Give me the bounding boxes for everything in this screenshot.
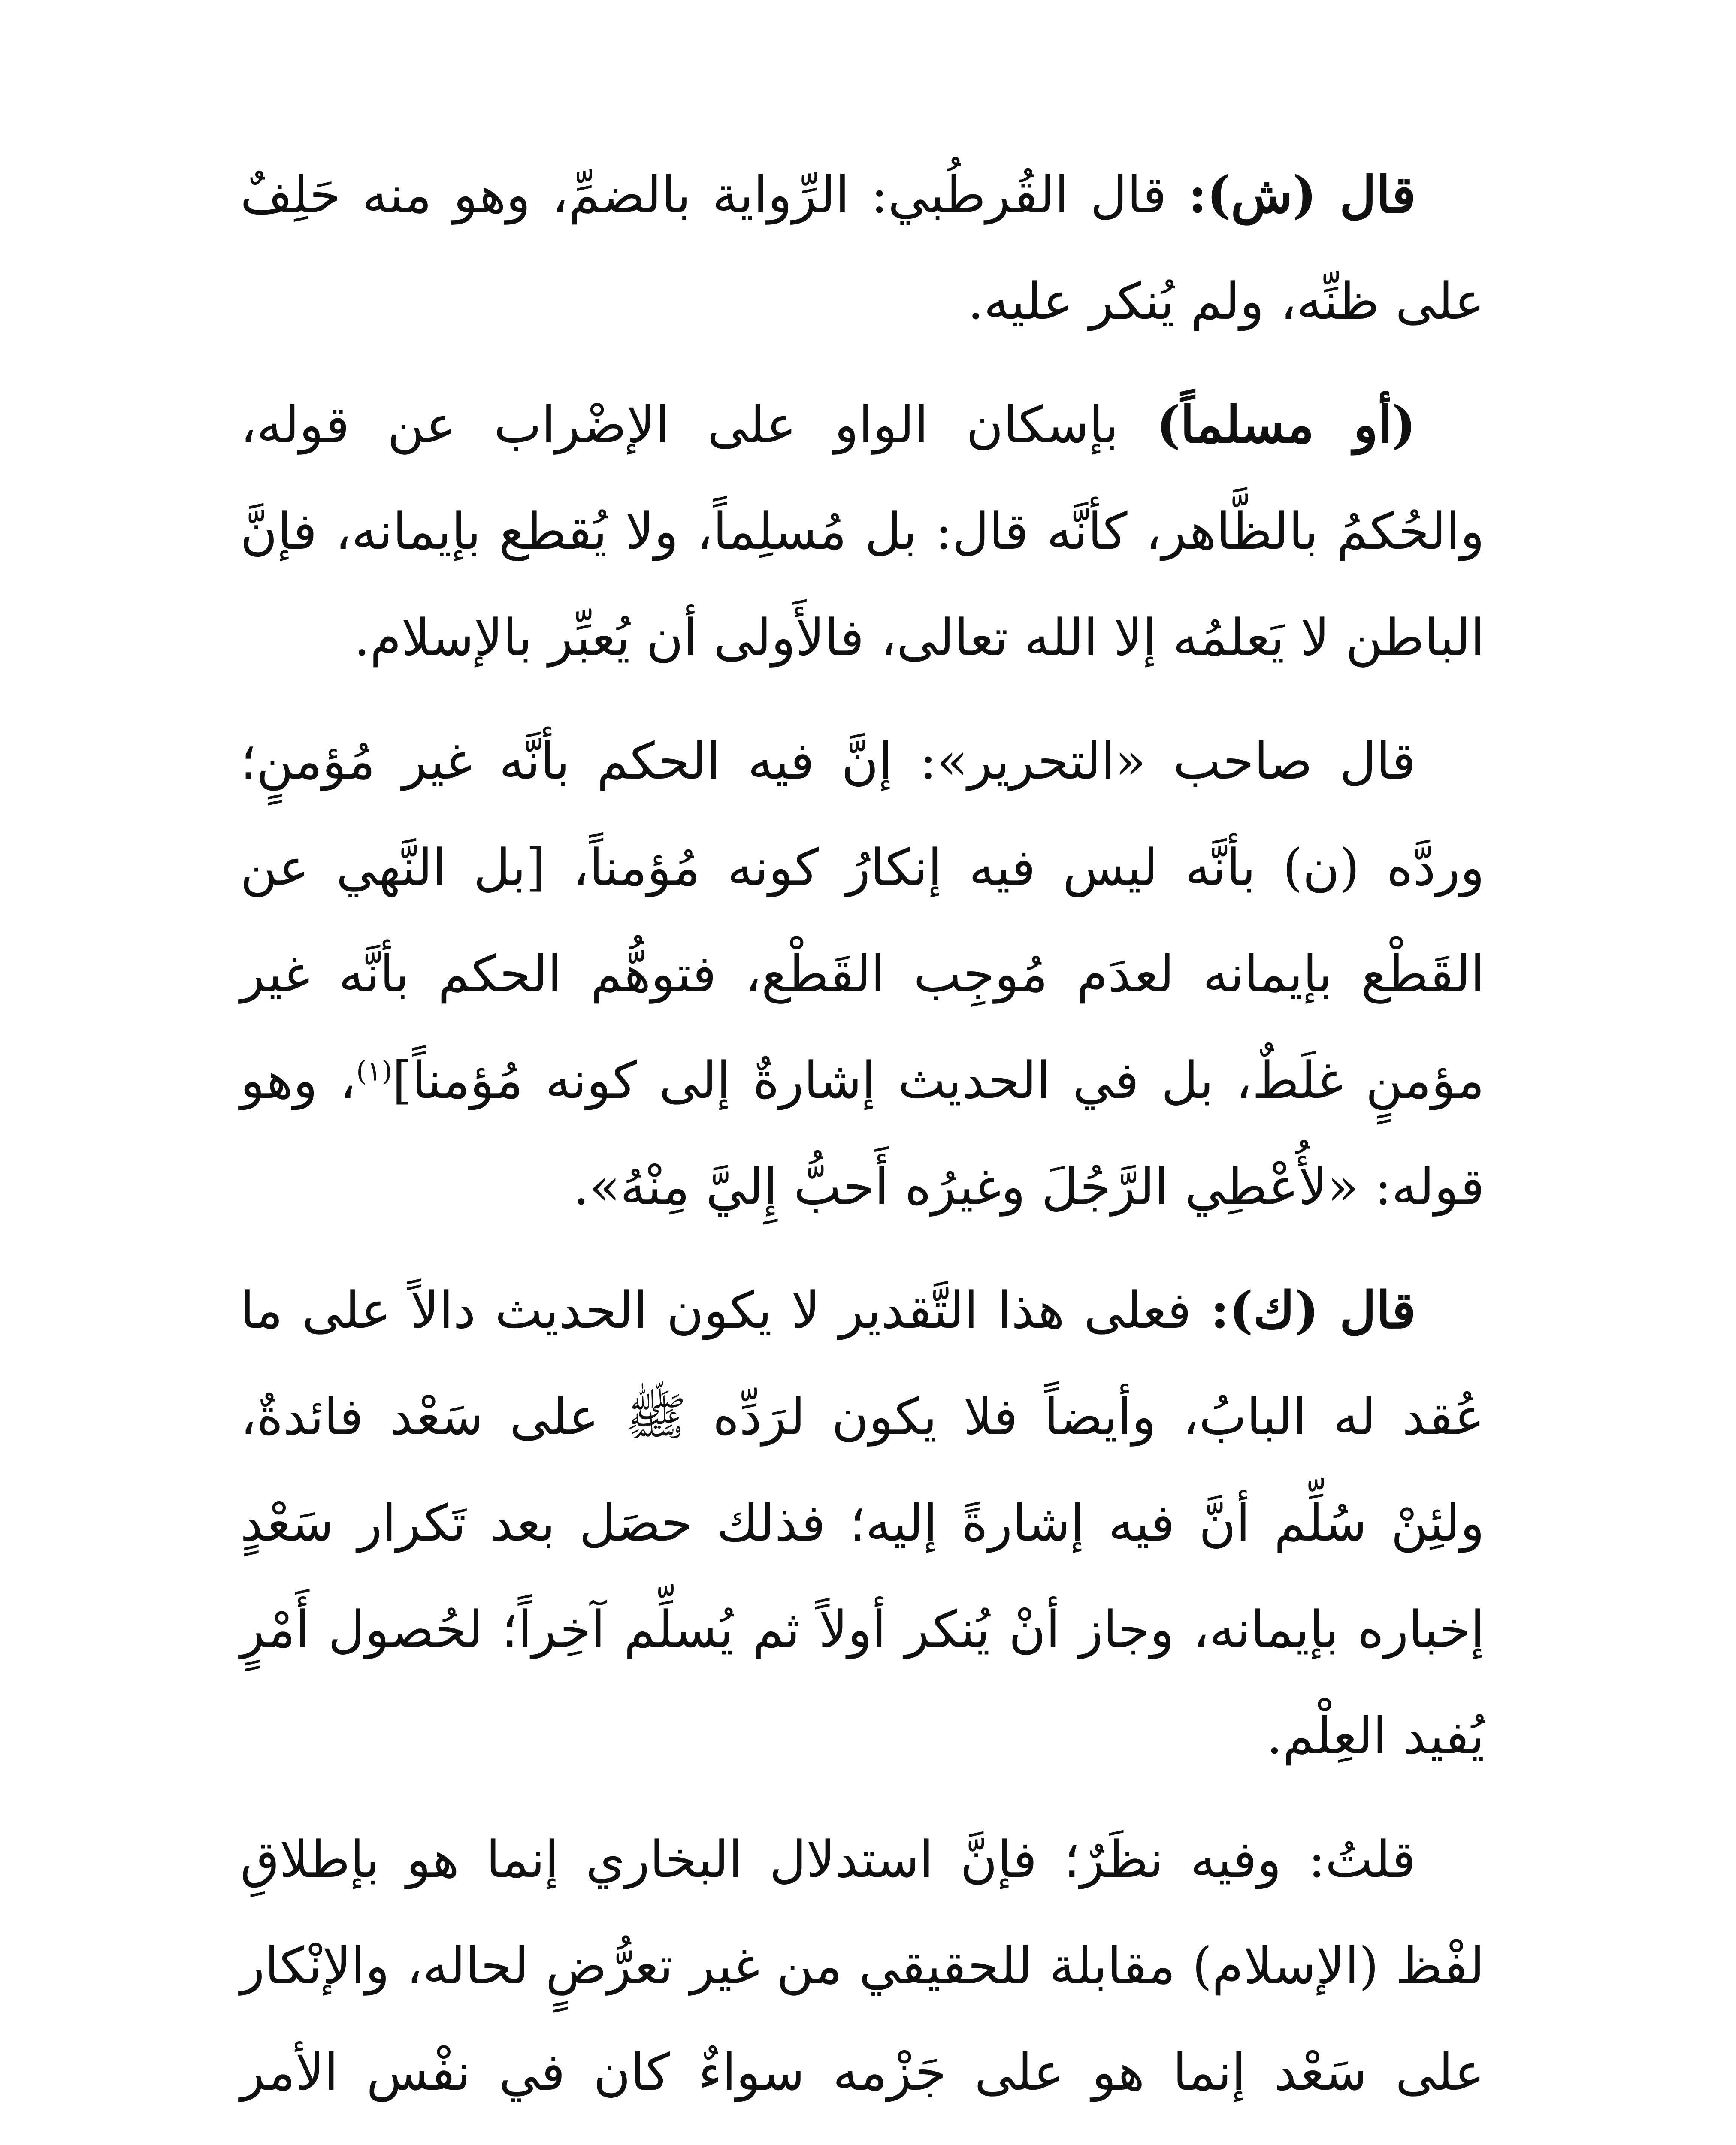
footnote-reference: (١)	[356, 1055, 393, 1088]
main-text	[240, 142, 1485, 2145]
paragraph-text-continued: ، وهو قوله: «لأُعْطِي الرَّجُلَ وغيرُه أَحبُّ إِليَّ مِنْهُ».	[240, 1051, 1485, 1216]
paragraph-text: بإسكان الواو على الإضْراب عن قوله، والحُكمُ بالظَّاهر، كأنَّه قال: بل مُسلِماً، ولا يُقطع بإيمانه، فإنَّ الباطن لا يَعلمُه إلا الله تعالى، فالأَولى أن يُعبِّر بالإسلام.	[240, 395, 1485, 667]
paragraph-3	[240, 708, 1485, 1240]
paragraph-label: قال (ك):	[1210, 1280, 1416, 1340]
paragraph-2	[240, 372, 1485, 691]
paragraph-text: فعلى هذا التَّقدير لا يكون الحديث دالاً على ما عُقد له البابُ، وأيضاً فلا يكون لرَدِّه ﷺ على سَعْد فائدةٌ، ولئِنْ سُلِّم أنَّ فيه إشارةً إليه؛ فذلك حصَل بعد تَكرار سَعْدٍ إخباره بإيمانه، وجاز أنْ يُنكر أولاً ثم يُسلِّم آخِراً؛ لحُصول أَمْرٍ يُفيد العِلْم.	[240, 1281, 1485, 1765]
paragraph-text: قلتُ: وفيه نظَرٌ؛ فإنَّ استدلال البخاري إنما هو بإطلاقِ لفْظ (الإسلام) مقابلة للحقيقي من غير تعرُّضٍ لحاله، والإنْكار على سَعْد إنما هو على جَزْمه سواءٌ كان في نفْس الأمر	[240, 1830, 1485, 2102]
paragraph-label: (أو مسلماً)	[1156, 395, 1416, 454]
paragraph-4	[240, 1257, 1485, 1789]
paragraph-1	[240, 142, 1485, 354]
paragraph-text: قال صاحب «التحرير»: إنَّ فيه الحكم بأنَّه غير مُؤمنٍ؛ وردَّه (ن) بأنَّه ليس فيه إنكارُ كونه مُؤمناً، [بل النَّهي عن القَطْع بإيمانه لعدَم مُوجِب القَطْع، فتوهُّم الحكم بأنَّه غير مؤمنٍ غلَطٌ، بل في الحديث إشارةٌ إلى كونه مُؤمناً]	[240, 731, 1485, 1110]
paragraph-label: قال (ش):	[1188, 165, 1416, 224]
paragraph-5	[240, 1806, 1485, 2145]
paragraph-text: قال القُرطُبي: الرِّواية بالضمِّ، وهو منه حَلِفٌ على ظنِّه، ولم يُنكر عليه.	[240, 165, 1485, 331]
